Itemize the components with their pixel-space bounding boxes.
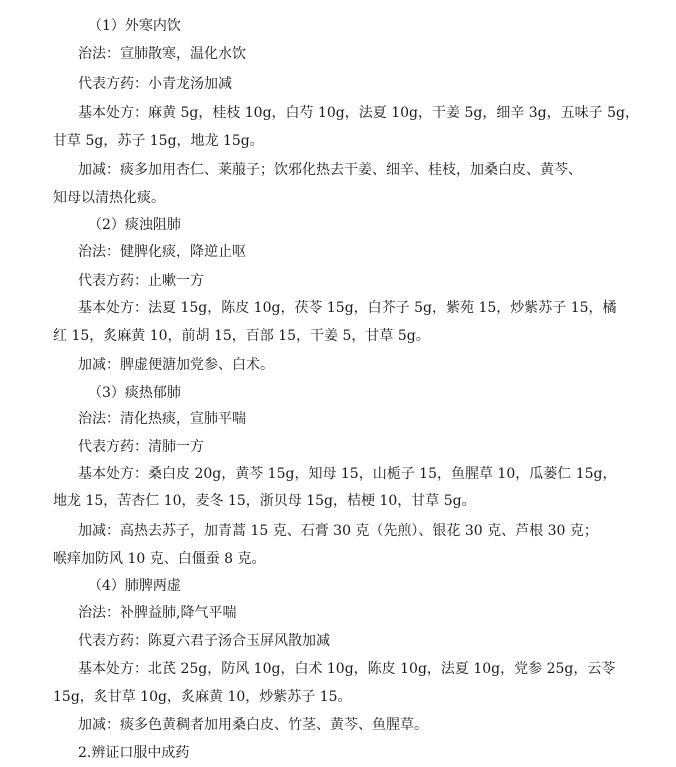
basic-prescription: 基本处方：桑白皮 20g，黄芩 15g，知母 15，山栀子 15，鱼腥草 10，瓜蒌仁 15g， xyxy=(78,466,617,482)
basic-prescription: 基本处方：法夏 15g，陈皮 10g，茯苓 15g，白芥子 5g，紫苑 15，炒紫苏子 15，橘 xyxy=(78,300,617,316)
section-heading: （2）痰浊阻肺 xyxy=(88,217,181,233)
representative-formula: 代表方药：小青龙汤加减 xyxy=(78,76,232,92)
section-heading: （3）痰热郁肺 xyxy=(88,385,181,401)
representative-formula: 代表方药：清肺一方 xyxy=(78,439,204,455)
modification: 加减：痰多加用杏仁、莱菔子；饮邪化热去干姜、细辛、桂枝，加桑白皮、黄芩、 xyxy=(78,162,582,178)
representative-formula: 代表方药：止嗽一方 xyxy=(78,273,204,289)
basic-prescription-cont: 甘草 5g，苏子 15g，地龙 15g。 xyxy=(53,133,264,149)
treatment-method: 治法：健脾化痰，降逆止呕 xyxy=(78,244,246,260)
modification-cont: 知母以清热化痰。 xyxy=(53,190,165,206)
section-heading: （1）外寒内饮 xyxy=(88,18,181,34)
modification: 加减：痰多色黄稠者加用桑白皮、竹茎、黄芩、鱼腥草。 xyxy=(78,717,428,733)
basic-prescription: 基本处方：北芪 25g，防风 10g，白术 10g，陈皮 10g，法夏 10g，党参 25g，云苓 xyxy=(78,661,616,677)
basic-prescription-cont: 红 15，炙麻黄 10，前胡 15，百部 15，干姜 5，甘草 5g。 xyxy=(53,328,430,344)
modification: 加减：高热去苏子，加青蒿 15 克、石膏 30 克（先煎）、银花 30 克、芦根 30 克； xyxy=(78,523,598,539)
treatment-method: 治法：宣肺散寒，温化水饮 xyxy=(78,46,246,62)
treatment-method: 治法：补脾益肺,降气平喘 xyxy=(78,605,237,621)
treatment-method: 治法：清化热痰，宣肺平喘 xyxy=(78,411,246,427)
basic-prescription-cont: 地龙 15，苦杏仁 10，麦冬 15，浙贝母 15g，桔梗 10，甘草 5g。 xyxy=(53,493,476,509)
section-heading: （4）肺脾两虚 xyxy=(88,578,181,594)
modification: 加减：脾虚便溏加党参、白术。 xyxy=(78,357,274,373)
next-section-heading: 2.辨证口服中成药 xyxy=(78,745,190,761)
representative-formula: 代表方药：陈夏六君子汤合玉屏风散加减 xyxy=(78,633,330,649)
basic-prescription: 基本处方：麻黄 5g，桂枝 10g，白芍 10g，法夏 10g，干姜 5g，细辛 3g，五味子 5g， xyxy=(78,105,639,121)
basic-prescription-cont: 15g，炙甘草 10g，炙麻黄 10，炒紫苏子 15。 xyxy=(53,689,352,705)
modification-cont: 喉痒加防风 10 克、白僵蚕 8 克。 xyxy=(53,551,266,567)
